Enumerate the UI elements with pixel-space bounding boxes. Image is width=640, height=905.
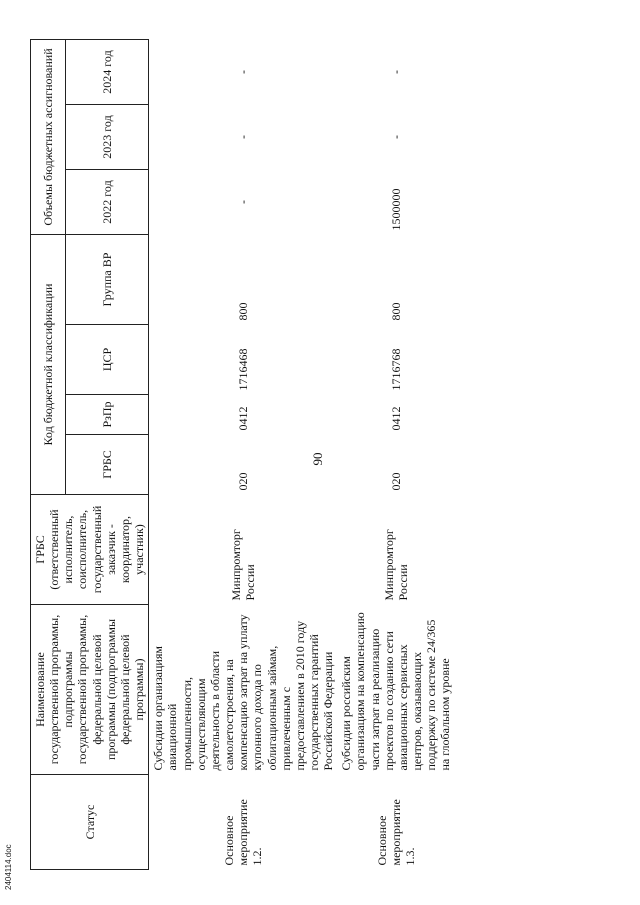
row-status: Основное мероприятие 1.2. [222,799,265,866]
row-2024: - [388,69,403,74]
row-2023: - [236,135,251,139]
header-code-vr: Группа ВР [66,235,149,325]
row-vr: 800 [388,302,403,321]
header-code-grbs: ГРБС [66,435,149,495]
table-row [149,39,338,869]
row-grbs: Минпромторг России [229,529,258,601]
table-row [337,39,454,869]
budget-sheet [30,40,610,870]
header-code-csr: ЦСР [66,325,149,395]
page-number: 90 [310,452,325,466]
budget-table [30,39,455,870]
table-body [149,39,455,869]
row-rzpr: 0412 [388,406,403,431]
row-code-grbs: 020 [388,472,403,491]
header-year-2023: 2023 год [66,105,149,170]
row-2023: - [388,135,403,139]
header-year-2022: 2022 год [66,170,149,235]
row-status: Основное мероприятие 1.3. [374,799,417,866]
row-2022: 1500000 [388,188,403,231]
row-csr: 1716468 [236,348,251,391]
row-2024: - [236,69,251,74]
row-vr: 800 [236,302,251,321]
header-budget-code: Код бюджетной классификации [31,235,66,495]
row-code-grbs: 020 [236,472,251,491]
row-name: Субсидии российским организациям на компенсацию части затрат на реализацию проектов по созданию сети авиационных сервисных центров, оказывающих поддержку по системе 24/365 на глобальном уровне [339,612,453,771]
row-csr: 1716768 [388,348,403,391]
row-grbs: Минпромторг России [381,529,410,601]
header-code-rzpr: РзПр [66,395,149,435]
header-status: Статус [31,775,149,870]
table-header [31,39,149,869]
header-name: Наименование государственной программы, подпрограммы государственной программы, федеральной целевой программы (подпрограммы федеральной целевой программы) [31,605,149,775]
header-grbs: ГРБС (ответственный исполнитель, соисполнитель, государственный заказчик - координатор, участник) [31,495,149,605]
row-2022: - [236,200,251,204]
header-volumes: Объемы бюджетных ассигнований [31,39,66,234]
row-name: Субсидии организациям авиационной промышленности, осуществляющим деятельность в области самолетостроения, на компенсацию затрат на уплату купонного дохода по облигационным займам, привлеченным с предоставлением в 2010 году государственных гарантий Российской Федерации [151,614,336,771]
file-code: 2404114.doc [4,844,13,890]
header-year-2024: 2024 год [66,39,149,104]
row-rzpr: 0412 [236,406,251,431]
